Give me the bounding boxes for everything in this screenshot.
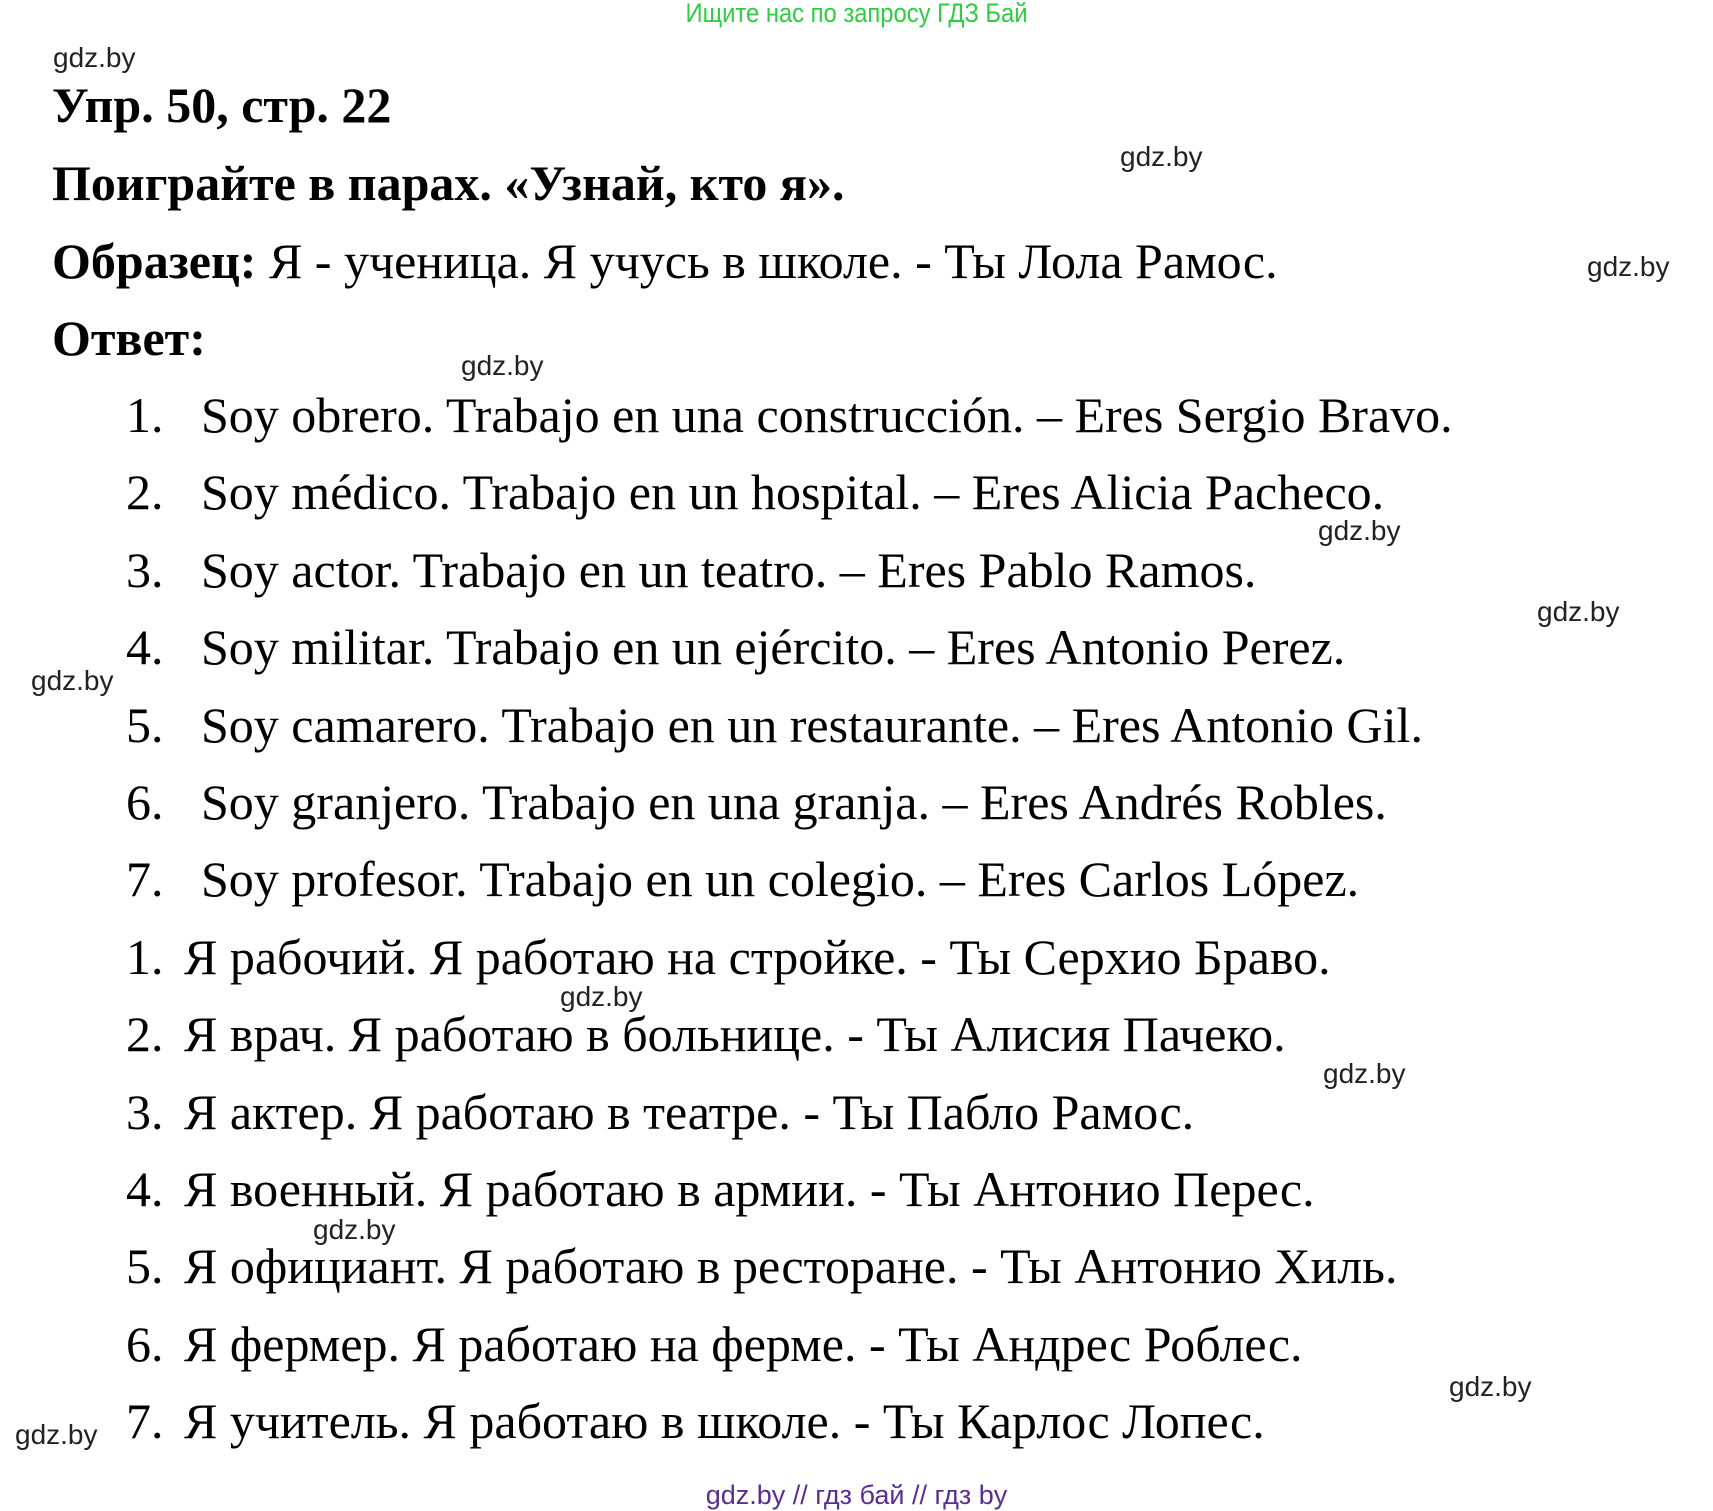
item-number: 5. — [126, 696, 164, 753]
item-text: Soy médico. Trabajo en un hospital. – Eres Alicia Pacheco. — [201, 464, 1385, 521]
item-text: Я военный. Я работаю в армии. - Ты Антонио Перес. — [184, 1161, 1315, 1217]
item-text: Я фермер. Я работаю на ферме. - Ты Андрес Роблес. — [184, 1315, 1303, 1372]
gdz-watermark: gdz.by — [461, 350, 544, 381]
item-number: 3. — [126, 541, 164, 598]
item-text: Я актер. Я работаю в театре. - Ты Пабло Рамос. — [184, 1083, 1195, 1140]
item-text: Soy militar. Trabajo en un ejército. – Eres Antonio Perez. — [201, 619, 1346, 676]
item-number: 3. — [126, 1083, 164, 1140]
item-number: 1. — [126, 928, 164, 985]
item-text: Soy profesor. Trabajo en un colegio. – Eres Carlos López. — [201, 851, 1360, 908]
item-number: 1. — [126, 387, 164, 443]
gdz-watermark: gdz.by — [1120, 141, 1203, 172]
item-number: 6. — [126, 1315, 164, 1372]
gdz-watermark: gdz.by — [560, 981, 643, 1012]
gdz-watermark: gdz.by — [15, 1419, 98, 1450]
item-number: 6. — [126, 774, 164, 830]
sample-line — [52, 233, 1278, 289]
item-number: 4. — [126, 1161, 164, 1217]
sample-text: Я - ученица. Я учусь в школе. - Ты Лола Рамос. — [256, 233, 1278, 289]
item-number: 7. — [126, 1393, 164, 1450]
item-text: Soy granjero. Trabajo en una granja. – Eres Andrés Robles. — [201, 774, 1387, 830]
search-hint-banner: Ищите нас по запросу ГДЗ Бай — [685, 0, 1028, 28]
item-number: 7. — [126, 851, 164, 908]
sample-label: Образец: — [52, 233, 257, 289]
item-text: Soy obrero. Trabajo en una construcción. – Eres Sergio Bravo. — [201, 387, 1453, 443]
item-text: Я рабочий. Я работаю на стройке. - Ты Серхио Браво. — [184, 928, 1331, 985]
gdz-watermark: gdz.by — [31, 665, 114, 696]
task-instruction: Поиграйте в парах. «Узнай, кто я». — [52, 155, 845, 211]
item-text: Я учитель. Я работаю в школе. - Ты Карлос Лопес. — [184, 1393, 1265, 1450]
gdz-watermark: gdz.by — [1587, 251, 1670, 282]
gdz-watermark: gdz.by — [53, 42, 136, 73]
item-text: Я врач. Я работаю в больнице. - Ты Алисия Пачеко. — [184, 1006, 1286, 1063]
item-text: Soy camarero. Trabajo en un restaurante. – Eres Antonio Gil. — [201, 696, 1423, 753]
item-text: Soy actor. Trabajo en un teatro. – Eres Pablo Ramos. — [201, 541, 1257, 598]
item-number: 2. — [126, 464, 164, 521]
gdz-watermark: gdz.by — [1537, 596, 1620, 627]
item-number: 4. — [126, 619, 164, 676]
gdz-watermark: gdz.by — [313, 1214, 396, 1245]
item-number: 2. — [126, 1006, 164, 1063]
gdz-watermark: gdz.by — [1318, 515, 1401, 546]
item-number: 5. — [126, 1238, 164, 1295]
exercise-title: Упр. 50, стр. 22 — [52, 77, 392, 133]
footer-watermark: gdz.by // гдз бай // гдз by — [705, 1480, 1008, 1510]
answer-label: Ответ: — [52, 310, 206, 366]
item-text: Я официант. Я работаю в ресторане. - Ты Антонио Хиль. — [184, 1238, 1398, 1295]
gdz-watermark: gdz.by — [1449, 1371, 1532, 1402]
gdz-watermark: gdz.by — [1323, 1058, 1406, 1089]
